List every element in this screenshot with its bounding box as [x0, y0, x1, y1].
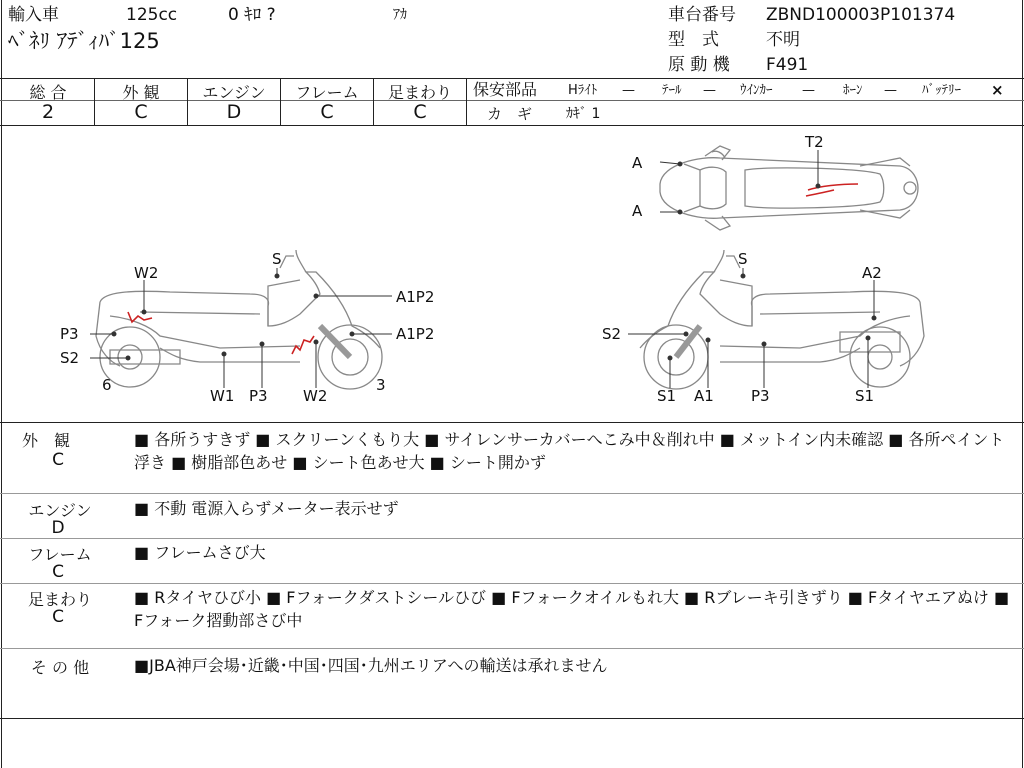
key-label: カ ギ [487, 105, 533, 123]
header-divider [0, 78, 1024, 79]
label-S1-right-rear: S1 [855, 387, 875, 405]
grade-frame-value: C [320, 101, 334, 123]
label-S-left: S [272, 250, 282, 268]
grade-exterior-value: C [134, 101, 148, 123]
section-suspension-grade: C [52, 607, 64, 627]
safety-item-battery: ﾊﾞｯﾃﾘｰ [922, 83, 961, 98]
label-6: 6 [102, 376, 112, 394]
label-3: 3 [376, 376, 386, 394]
label-A-bottom: A [632, 202, 643, 220]
section-divider [0, 648, 1024, 649]
section-engine-text: ■ 不動 電源入らずメーター表示せず [134, 499, 399, 518]
label-S2-left: S2 [60, 349, 80, 367]
section-divider [0, 493, 1024, 494]
safety-item-headlight: Hﾗｲﾄ [568, 83, 598, 98]
section-other-label: そ の 他 [30, 658, 90, 677]
label-A1: A1 [694, 387, 714, 405]
damage-diagram [0, 126, 1024, 422]
engine-label: 原 動 機 [668, 55, 730, 75]
diagram-bottom-line [0, 422, 1024, 423]
section-divider [0, 583, 1024, 584]
safety-value-winker: — [802, 83, 815, 98]
safety-value-tail: — [703, 83, 716, 98]
section-suspension-text: ■ Rタイヤひび小 ■ Fフォークダストシールひび ■ Fフォークオイルもれ大 ■ Rブレーキ引きずり ■ Fタイヤエアぬけ ■ Fフォーク摺動部さび中 [134, 588, 1010, 630]
label-S1-right-front: S1 [657, 387, 677, 405]
frame-no-label: 車台番号 [668, 5, 736, 25]
grade-engine-label: エンジン [202, 83, 266, 102]
section-other-text: ■JBA神戸会場･近畿･中国･四国･九州エリアへの輸送は承れません [134, 656, 608, 675]
section-exterior-grade: C [52, 450, 64, 470]
safety-item-winker: ｳｲﾝｶｰ [740, 83, 773, 98]
section-exterior-text: ■ 各所うすきず ■ スクリーンくもり大 ■ サイレンサーカバーへこみ中＆削れ中 ■ メットイン内未確認 ■ 各所ペイント浮き ■ 樹脂部色あせ ■ シート色あせ大 ■ シート開かず [134, 430, 1005, 472]
import-label: 輸入車 [8, 5, 59, 25]
section-engine-label: エンジン [28, 501, 92, 520]
safety-value-horn: — [884, 83, 897, 98]
label-W2-bottom: W2 [303, 387, 328, 405]
top-view-scooter [660, 146, 918, 230]
section-suspension-label: 足まわり [27, 590, 92, 609]
notes-bottom-line [0, 718, 1024, 719]
label-T2: T2 [805, 133, 824, 151]
damage-marks [128, 184, 858, 354]
engine-value: F491 [766, 55, 809, 75]
section-frame-grade: C [52, 562, 64, 582]
mileage: 0 ｷﾛ ? [228, 5, 276, 25]
grade-overall-value: 2 [41, 101, 55, 123]
label-A-top: A [632, 154, 643, 172]
grade-overall-label: 総 合 [29, 83, 67, 102]
safety-value-battery: × [991, 81, 1004, 99]
label-P3-right: P3 [751, 387, 770, 405]
section-frame-label: フレーム [28, 545, 92, 564]
type-label: 型 式 [668, 30, 719, 50]
displacement: 125cc [126, 5, 178, 25]
grade-suspension-value: C [413, 101, 427, 123]
safety-value-headlight: — [622, 83, 635, 98]
section-divider [0, 538, 1024, 539]
grade-frame-label: フレーム [295, 83, 359, 102]
label-P3-left: P3 [60, 325, 79, 343]
grade-sep [466, 78, 467, 125]
label-A2: A2 [862, 264, 882, 282]
frame-no: ZBND100003P101374 [766, 5, 956, 25]
label-A1P2-upper: A1P2 [396, 288, 435, 306]
type-value: 不明 [766, 30, 800, 50]
label-S-right: S [738, 250, 748, 268]
section-exterior-label: 外 観 [21, 431, 70, 450]
grade-engine-value: D [226, 101, 242, 123]
safety-item-tail: ﾃｰﾙ [662, 83, 682, 98]
label-W1: W1 [210, 387, 235, 405]
section-frame-text: ■ フレームさび大 [134, 543, 266, 562]
model-name: ﾍﾞﾈﾘ ｱﾃﾞｨﾊﾞ125 [8, 29, 160, 53]
label-P3-bottom: P3 [249, 387, 268, 405]
grade-suspension-label: 足まわり [387, 83, 452, 102]
section-engine-grade: D [51, 518, 65, 538]
label-A1P2-lower: A1P2 [396, 325, 435, 343]
label-S2-right: S2 [602, 325, 622, 343]
label-W2-left: W2 [134, 264, 159, 282]
grade-exterior-label: 外 観 [122, 83, 160, 102]
color: ｱｶ [393, 7, 407, 23]
safety-item-horn: ﾎｰﾝ [843, 83, 863, 98]
safety-label: 保安部品 [473, 80, 538, 99]
key-value: ｶｷﾞ 1 [566, 106, 601, 122]
